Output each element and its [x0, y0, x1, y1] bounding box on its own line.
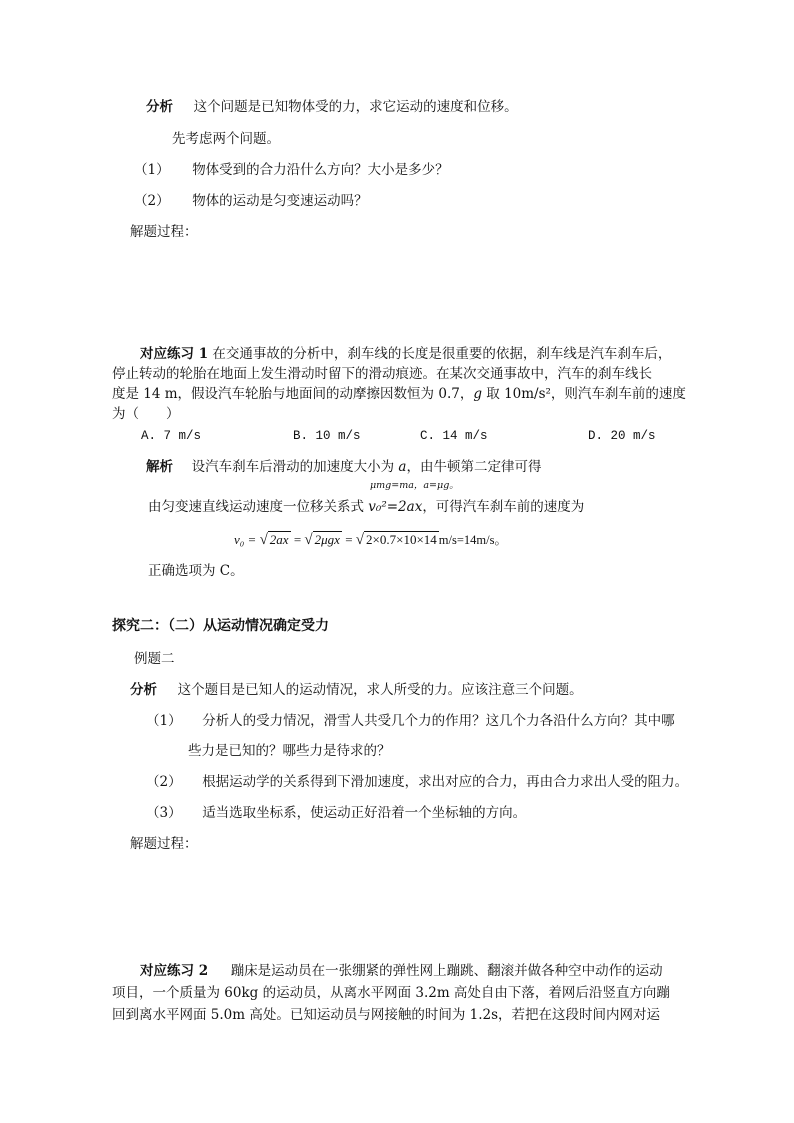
acceleration-symbol: a: [398, 459, 407, 475]
exercise-1-text-1: 在交通事故的分析中，刹车线的长度是很重要的依据，刹车线是汽车刹车后，: [212, 346, 672, 362]
exercise-1-label: 对应练习 1: [140, 346, 209, 362]
solution-label-2: 解题过程：: [130, 836, 198, 852]
solution-label-1: 解题过程：: [130, 224, 198, 240]
analysis-text: 这个问题是已知物体受的力，求它运动的速度和位移。: [193, 99, 518, 115]
exercise-1-line-3: [112, 385, 686, 403]
exercise-1-line-2: 停止转动的轮胎在地面上发生滑动时留下的滑动痕迹。在某次交通事故中，汽车的刹车线长: [112, 366, 652, 382]
point-2-text: 根据运动学的关系得到下滑加速度，求出对应的合力，再由合力求出人受的阻力。: [202, 774, 689, 790]
formula-eq-2: =: [341, 532, 356, 547]
point-1-continued: 些力是已知的？哪些力是待求的？: [188, 743, 391, 759]
answer-line: 正确选项为 C。: [148, 563, 244, 579]
exercise-1-analysis: [146, 458, 541, 476]
point-2: [146, 773, 688, 791]
formula-v0: v₀ =: [234, 532, 260, 547]
exercise-1-line-1: [140, 345, 671, 363]
section-2-analysis-label: 分析: [130, 682, 157, 698]
exercise-2-line-1: [140, 962, 663, 980]
consider-line: 先考虑两个问题。: [172, 131, 280, 147]
formula-eq-1: =: [290, 532, 305, 547]
exercise-2-text-1: 蹦床是运动员在一张绷紧的弹性网上蹦跳、翻滚并做各种空中动作的运动: [230, 963, 663, 979]
analysis-paragraph: [146, 98, 518, 116]
kinematics-line: [148, 498, 584, 516]
example-2-label: 例题二: [134, 651, 175, 667]
question-2: [134, 192, 368, 210]
exercise-1-line-4: 为（ ）: [112, 406, 180, 422]
velocity-formula: v₀ = √ 2ax = √ 2μgx = √ 2×0.7×10×14 m/s=14m/s。: [234, 532, 507, 548]
point-3: [146, 804, 526, 822]
point-1-number: （1）: [146, 713, 182, 729]
kinematics-text-2: ，可得汽车刹车前的速度为: [422, 499, 585, 515]
exercise-1-analysis-text-2: ，由牛顿第二定律可得: [406, 459, 542, 475]
section-2-analysis-text: 这个题目是已知人的运动情况，求人所受的力。应该注意三个问题。: [177, 682, 583, 698]
question-1-text: 物体受到的合力沿什么方向？大小是多少？: [192, 162, 449, 178]
point-3-number: （3）: [146, 805, 182, 821]
question-1-number: （1）: [134, 162, 170, 178]
section-2-analysis: [130, 681, 583, 699]
exercise-1-text-3a: 度是 14 m，假设汽车轮胎与地面间的动摩擦因数恒为 0.7，: [112, 386, 474, 402]
kinematics-text-1: 由匀变速直线运动速度一位移关系式: [148, 499, 364, 515]
exercise-1-text-3b: 取 10m/s²，则汽车刹车前的速度: [481, 386, 686, 402]
exercise-2-line-3: 回到离水平网面 5.0m 高处。已知运动员与网接触的时间为 1.2s，若把在这段时间内网对运: [112, 1007, 661, 1023]
gravity-symbol: g: [473, 386, 482, 402]
formula-tail: m/s=14m/s。: [438, 533, 507, 547]
formula-root-2: 2μgx: [314, 532, 340, 547]
exercise-1-analysis-text-1: 设汽车刹车后滑动的加速度大小为: [191, 459, 395, 475]
question-2-text: 物体的运动是匀变速运动吗？: [192, 193, 368, 209]
option-b[interactable]: B. 10 m/s: [293, 429, 361, 443]
formula-root-3: 2×0.7×10×14: [366, 532, 437, 547]
point-2-number: （2）: [146, 774, 182, 790]
analysis-label: 分析: [146, 99, 173, 115]
small-formula: μmg=ma，a=μg。: [370, 480, 459, 491]
point-1: [146, 712, 675, 730]
question-2-number: （2）: [134, 193, 170, 209]
question-1: [134, 161, 449, 179]
option-a[interactable]: A. 7 m/s: [141, 429, 202, 443]
option-d[interactable]: D. 20 m/s: [588, 429, 656, 443]
point-1-text: 分析人的受力情况，滑雪人共受几个力的作用？这几个力各沿什么方向？其中哪: [202, 713, 675, 729]
formula-root-1: 2ax: [269, 532, 289, 547]
exercise-2-label: 对应练习 2: [140, 963, 209, 979]
section-2-heading: 探究二：（二）从运动情况确定受力: [112, 618, 329, 634]
option-c[interactable]: C. 14 m/s: [420, 429, 488, 443]
exercise-1-analysis-label: 解析: [146, 459, 173, 475]
exercise-2-line-2: 项目，一个质量为 60kg 的运动员，从离水平网面 3.2m 高处自由下落，着网后沿竖直方向蹦: [112, 985, 670, 1001]
point-3-text: 适当选取坐标系，使运动正好沿着一个坐标轴的方向。: [202, 805, 527, 821]
kinematics-formula: v₀²=2ax: [368, 499, 423, 515]
